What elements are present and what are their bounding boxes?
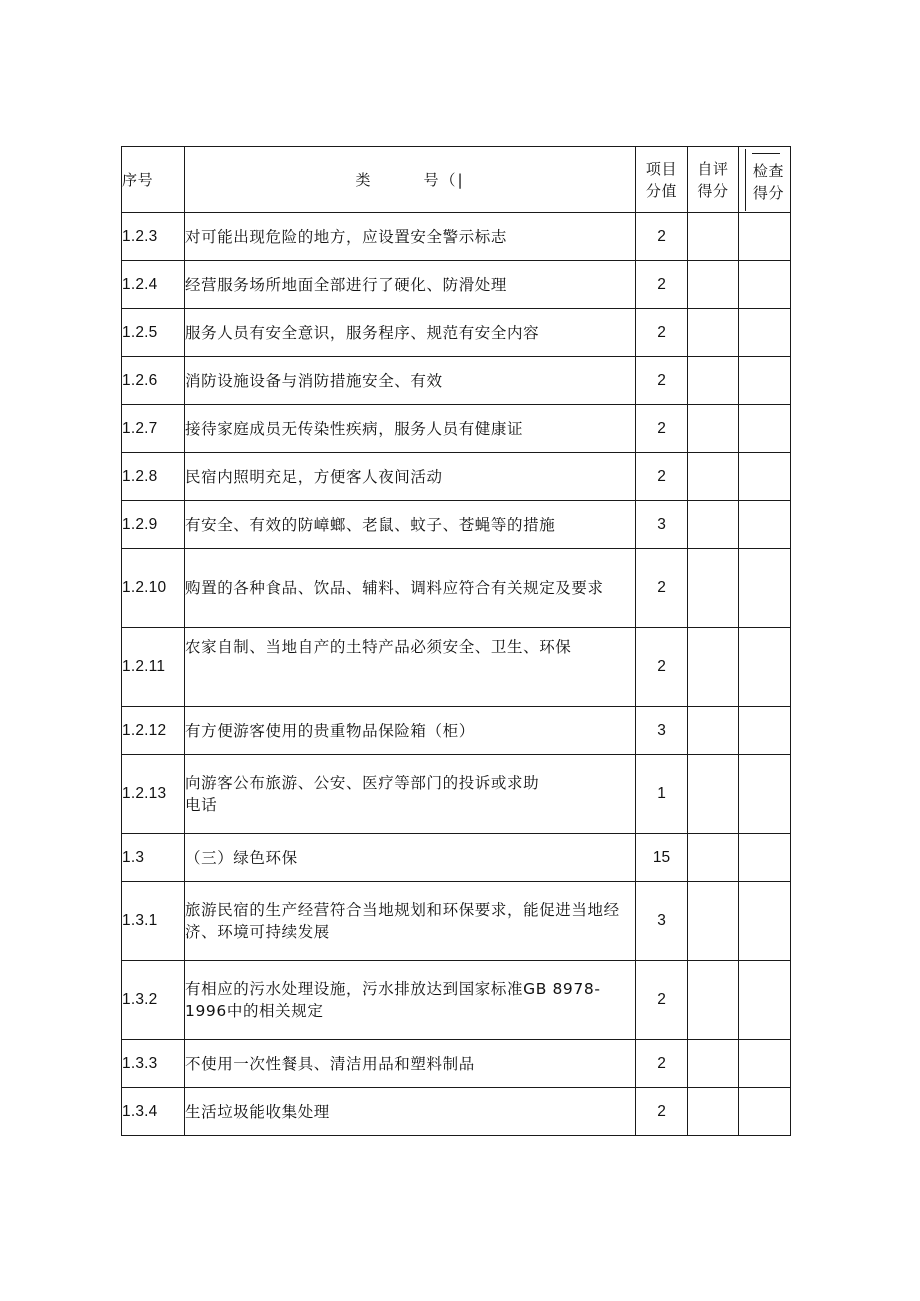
self-score-cell[interactable] [688,357,739,405]
row-number: 1.2.8 [122,453,185,501]
row-item: 旅游民宿的生产经营符合当地规划和环保要求，能促进当地经济、环境可持续发展 [185,882,636,961]
check-score-cell[interactable] [739,405,791,453]
check-score-cell[interactable] [739,261,791,309]
row-number: 1.3.4 [122,1088,185,1136]
table-row [122,501,791,549]
row-score: 2 [636,1088,688,1136]
self-score-cell[interactable] [688,882,739,961]
header-divider-mark [745,149,746,211]
check-score-cell[interactable] [739,707,791,755]
row-item: 购置的各种食品、饮品、辅料、调料应符合有关规定及要求 [185,549,636,628]
row-item-line: 电话 [185,796,218,814]
self-score-cell[interactable] [688,261,739,309]
header-self-score: 自评 得分 [688,147,739,213]
header-item-score: 项目 分值 [636,147,688,213]
row-score: 2 [636,453,688,501]
row-item: 有安全、有效的防嶂螂、老鼠、蚊子、苍蝇等的措施 [185,501,636,549]
table-row [122,309,791,357]
table-row [122,1088,791,1136]
row-score: 2 [636,261,688,309]
self-score-cell[interactable] [688,501,739,549]
check-score-cell[interactable] [739,961,791,1040]
self-score-cell[interactable] [688,453,739,501]
row-score: 2 [636,549,688,628]
row-item: 对可能出现危险的地方，应设置安全警示标志 [185,213,636,261]
self-score-cell[interactable] [688,549,739,628]
self-score-cell[interactable] [688,1040,739,1088]
row-number: 1.2.7 [122,405,185,453]
scoring-table [121,146,791,1136]
check-score-cell[interactable] [739,309,791,357]
row-number: 1.2.6 [122,357,185,405]
table-row [122,213,791,261]
row-number: 1.2.3 [122,213,185,261]
check-score-cell[interactable] [739,882,791,961]
table-row [122,1040,791,1088]
check-score-cell[interactable] [739,834,791,882]
row-number: 1.3.3 [122,1040,185,1088]
row-number: 1.3.1 [122,882,185,961]
row-score: 2 [636,628,688,707]
header-category: 类 号（| [185,147,636,213]
check-score-cell[interactable] [739,1088,791,1136]
table-row [122,549,791,628]
row-score: 2 [636,309,688,357]
row-item: 不使用一次性餐具、清洁用品和塑料制品 [185,1040,636,1088]
header-check-score: 检查 得分 [739,147,791,213]
row-item [185,755,636,834]
check-score-cell[interactable] [739,1040,791,1088]
row-number: 1.3 [122,834,185,882]
self-score-cell[interactable] [688,309,739,357]
self-score-cell[interactable] [688,834,739,882]
row-number: 1.2.12 [122,707,185,755]
self-score-cell[interactable] [688,213,739,261]
check-score-cell[interactable] [739,549,791,628]
table-row [122,707,791,755]
header-number: 序号 [122,147,185,213]
self-score-cell[interactable] [688,755,739,834]
row-number: 1.3.2 [122,961,185,1040]
row-number: 1.2.4 [122,261,185,309]
table-row [122,834,791,882]
row-item: 生活垃圾能收集处理 [185,1088,636,1136]
check-score-cell[interactable] [739,357,791,405]
row-score: 3 [636,501,688,549]
row-score: 2 [636,405,688,453]
self-score-cell[interactable] [688,628,739,707]
table-row [122,453,791,501]
row-score: 3 [636,882,688,961]
table-row [122,882,791,961]
row-score: 1 [636,755,688,834]
row-score: 15 [636,834,688,882]
row-number: 1.2.10 [122,549,185,628]
table-row [122,405,791,453]
table-row [122,961,791,1040]
table-row [122,628,791,707]
header-row [122,147,791,213]
header-dash-mark [752,153,780,156]
row-score: 3 [636,707,688,755]
row-score: 2 [636,213,688,261]
check-score-cell[interactable] [739,213,791,261]
check-score-cell[interactable] [739,501,791,549]
row-item: 服务人员有安全意识，服务程序、规范有安全内容 [185,309,636,357]
check-score-cell[interactable] [739,453,791,501]
row-number: 1.2.5 [122,309,185,357]
table-row [122,755,791,834]
row-item: 接待家庭成员无传染性疾病，服务人员有健康证 [185,405,636,453]
self-score-cell[interactable] [688,961,739,1040]
self-score-cell[interactable] [688,1088,739,1136]
section-heading: （三）绿色环保 [185,834,636,882]
row-number: 1.2.9 [122,501,185,549]
check-score-cell[interactable] [739,628,791,707]
row-score: 2 [636,961,688,1040]
row-score: 2 [636,1040,688,1088]
row-item: 有方便游客使用的贵重物品保险箱（柜） [185,707,636,755]
row-item: 农家自制、当地自产的土特产品必须安全、卫生、环保 [185,628,636,707]
row-score: 2 [636,357,688,405]
row-item: 经营服务场所地面全部进行了硬化、防滑处理 [185,261,636,309]
row-item: 有相应的污水处理设施，污水排放达到国家标准GB 8978-1996中的相关规定 [185,961,636,1040]
row-item-line: 向游客公布旅游、公安、医疗等部门的投诉或求助 [185,774,540,792]
row-number: 1.2.11 [122,628,185,707]
table-row [122,357,791,405]
row-number: 1.2.13 [122,755,185,834]
self-score-cell[interactable] [688,405,739,453]
row-item: 消防设施设备与消防措施安全、有效 [185,357,636,405]
table-row [122,261,791,309]
row-item: 民宿内照明充足，方便客人夜间活动 [185,453,636,501]
check-score-cell[interactable] [739,755,791,834]
self-score-cell[interactable] [688,707,739,755]
